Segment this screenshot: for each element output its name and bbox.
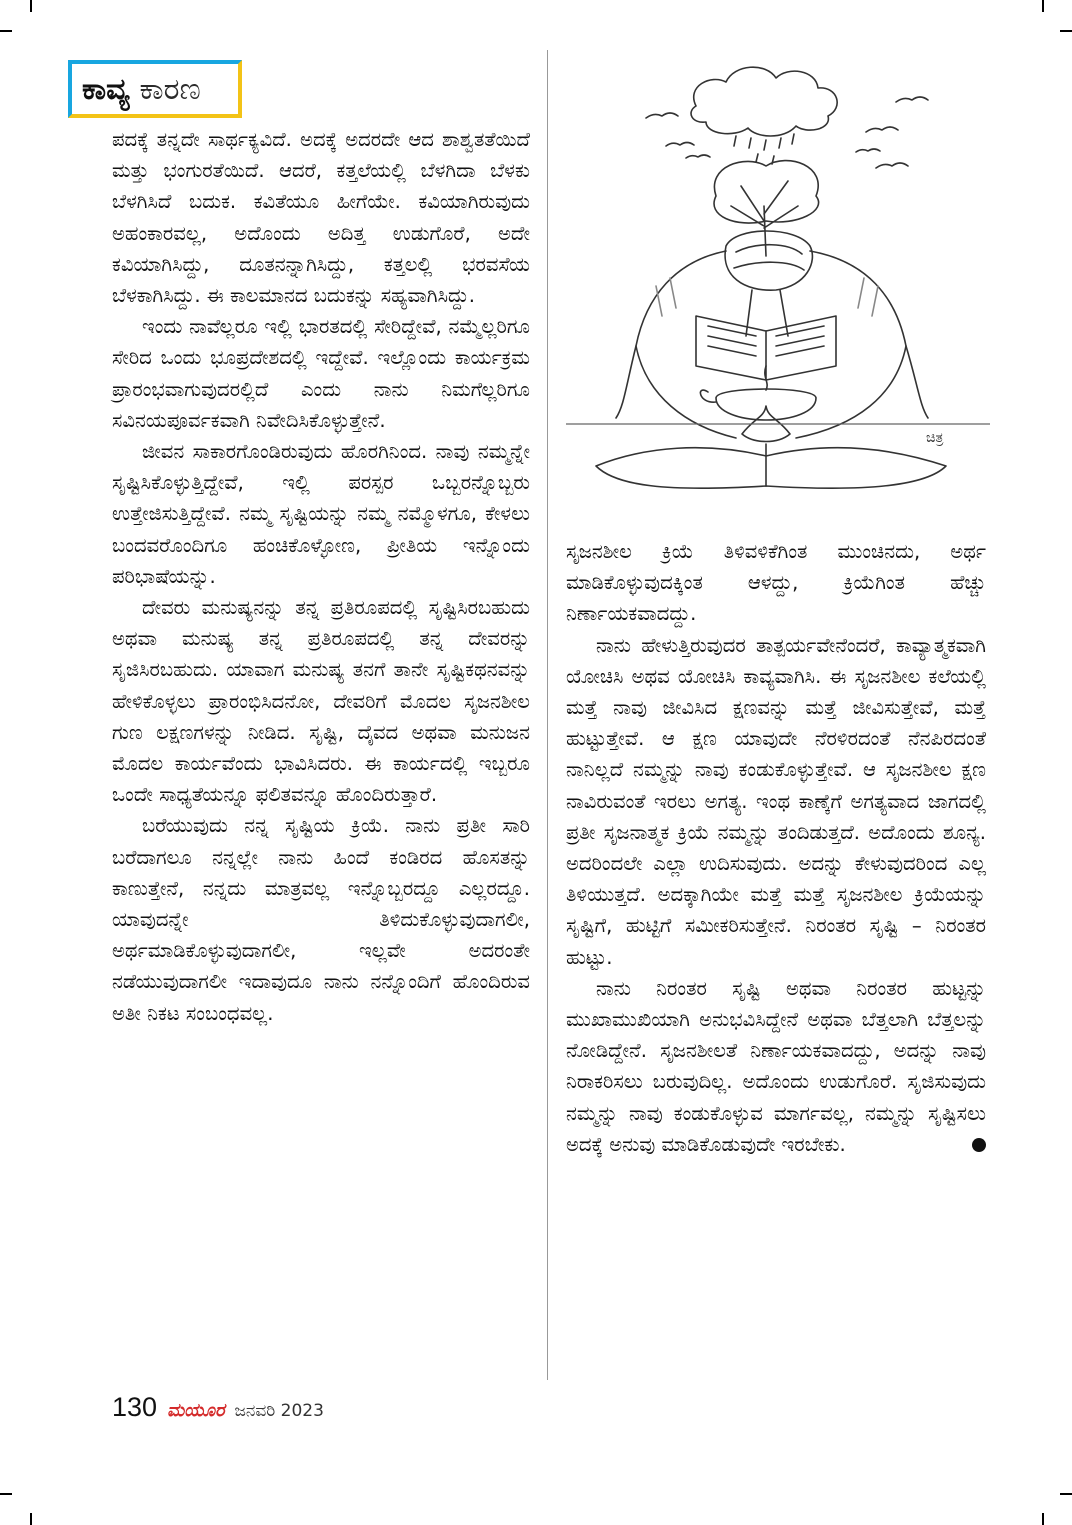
crop-mark [0, 1493, 12, 1495]
issue-date: ಜನವರಿ 2023 [234, 1401, 324, 1421]
magazine-logo: ಮಯೂರ [167, 1400, 225, 1421]
page-number: 130 [112, 1392, 158, 1422]
right-column [566, 536, 986, 1160]
page-footer [112, 1392, 324, 1432]
article-paragraph: ಇಂದು ನಾವೆಲ್ಲರೂ ಇಲ್ಲಿ ಭಾರತದಲ್ಲಿ ಸೇರಿದ್ದೇವೆ, ನಮ್ಮೆಲ್ಲರಿಗೂ ಸೇರಿದ ಒಂದು ಭೂಪ್ರದೇಶದಲ್ಲಿ ಇದ್ದೇವೆ. ಇಲ್ಲೊಂದು ಕಾರ್ಯಕ್ರಮ ಪ್ರಾರಂಭವಾಗುವುದರಲ್ಲಿದೆ ಎಂದು ನಾನು ನಿಮಗೆಲ್ಲರಿಗೂ ಸವಿನಯಪೂರ್ವಕವಾಗಿ ನಿವೇದಿಸಿಕೊಳ್ಳುತ್ತೇನೆ. [112, 315, 530, 432]
article-paragraph: ಬರೆಯುವುದು ನನ್ನ ಸೃಷ್ಟಿಯ ಕ್ರಿಯೆ. ನಾನು ಪ್ರತೀ ಸಾರಿ ಬರೆದಾಗಲೂ ನನ್ನಲ್ಲೇ ನಾನು ಹಿಂದೆ ಕಂಡಿರದ ಹೊಸತನ್ನು ಕಾಣುತ್ತೇನೆ, ನನ್ನದು ಮಾತ್ರವಲ್ಲ ಇನ್ನೊಬ್ಬರದ್ದೂ ಎಲ್ಲರದ್ದೂ. ಯಾವುದನ್ನೇ ತಿಳಿದುಕೊಳ್ಳುವುದಾಗಲೀ, ಅರ್ಥಮಾಡಿಕೊಳ್ಳುವುದಾಗಲೀ, ಇಲ್ಲವೇ ಅದರಂತೇ ನಡೆಯುವುದಾಗಲೀ ಇದಾವುದೂ ನಾನು ನನ್ನೊಂದಿಗೆ ಹೊಂದಿರುವ ಅತೀ ನಿಕಟ ಸಂಬಂಧವಲ್ಲ. [112, 814, 530, 1025]
section-badge-word2: ಕಾರಣ [139, 71, 201, 107]
column-divider [547, 50, 548, 1380]
crop-mark [30, 0, 32, 12]
article-paragraph: ಪದಕ್ಕೆ ತನ್ನದೇ ಸಾರ್ಥಕ್ಯವಿದೆ. ಅದಕ್ಕೆ ಅದರದೇ ಆದ ಶಾಶ್ವತತೆಯಿದೆ ಮತ್ತು ಭಂಗುರತೆಯಿದೆ. ಆದರೆ, ಕತ್ತಲೆಯಲ್ಲಿ ಬೆಳಗಿದಾ ಬೆಳಕು ಬೆಳಗಿಸಿದೆ ಬದುಕ. ಕವಿತೆಯೂ ಹೀಗೆಯೇ. ಕವಿಯಾಗಿರುವುದು ಅಹಂಕಾರವಲ್ಲ, ಅದೊಂದು ಅದಿತ್ತ ಉಡುಗೊರೆ, ಅದೇ ಕವಿಯಾಗಿಸಿದ್ದು, ದೂತನನ್ನಾಗಿಸಿದ್ದು, ಕತ್ತಲಲ್ಲಿ ಭರವಸೆಯ ಬೆಳಕಾಗಿಸಿದ್ದು. ಈ ಕಾಲಮಾನದ ಬದುಕನ್ನು ಸಹ್ಯವಾಗಿಸಿದ್ದು. [112, 128, 530, 308]
crop-mark [1060, 1493, 1072, 1495]
section-badge-word1: ಕಾವ್ಯ [82, 71, 130, 107]
article-paragraph: ಸೃಜನಶೀಲ ಕ್ರಿಯೆ ತಿಳಿವಳಿಕೆಗಿಂತ ಮುಂಚಿನದು, ಅರ್ಥ ಮಾಡಿಕೊಳ್ಳುವುದಕ್ಕಿಂತ ಆಳದ್ದು, ಕ್ರಿಯೆಗಿಂತ ಹೆಚ್ಚು ನಿರ್ಣಾಯಕವಾದದ್ದು. [566, 540, 986, 626]
article-paragraph: ನಾನು ನಿರಂತರ ಸೃಷ್ಟಿ ಅಥವಾ ನಿರಂತರ ಹುಟ್ಟನ್ನು ಮುಖಾಮುಖಿಯಾಗಿ ಅನುಭವಿಸಿದ್ದೇನೆ ಅಥವಾ ಬೆತ್ತಲಾಗಿ ಬೆತ್ತಲನ್ನು ನೋಡಿದ್ದೇನೆ. ಸೃಜನಶೀಲತೆ ನಿರ್ಣಾಯಕವಾದದ್ದು, ಅದನ್ನು ನಾವು ನಿರಾಕರಿಸಲು ಬರುವುದಿಲ್ಲ. ಅದೊಂದು ಉಡುಗೊರೆ. ಸೃಜಿಸುವುದು ನಮ್ಮನ್ನು ನಾವು ಕಂಡುಕೊಳ್ಳುವ ಮಾರ್ಗವಲ್ಲ, ನಮ್ಮನ್ನು ಸೃಷ್ಟಿಸಲು ಅದಕ್ಕೆ ಅನುವು ಮಾಡಿಕೊಡುವುದೇ ಇರಬೇಕು. [566, 976, 986, 1156]
illustration-signature: ಚಿತ್ರ [926, 430, 944, 446]
crop-mark [1060, 30, 1072, 32]
crop-mark [0, 30, 12, 32]
crop-mark [1042, 0, 1044, 12]
left-column [112, 124, 530, 1029]
crop-mark [1042, 1513, 1044, 1525]
end-of-article-dot [972, 1138, 986, 1152]
article-paragraph: ದೇವರು ಮನುಷ್ಯನನ್ನು ತನ್ನ ಪ್ರತಿರೂಪದಲ್ಲಿ ಸೃಷ್ಟಿಸಿರಬಹುದು ಅಥವಾ ಮನುಷ್ಯ ತನ್ನ ಪ್ರತಿರೂಪದಲ್ಲಿ ತನ್ನ ದೇವರನ್ನು ಸೃಜಿಸಿರಬಹುದು. ಯಾವಾಗ ಮನುಷ್ಯ ತನಗೆ ತಾನೇ ಸೃಷ್ಟಿಕಥನವನ್ನು ಹೇಳಿಕೊಳ್ಳಲು ಪ್ರಾರಂಭಿಸಿದನೋ, ದೇವರಿಗೆ ಮೊದಲ ಸೃಜನಶೀಲ ಗುಣ ಲಕ್ಷಣಗಳನ್ನು ನೀಡಿದ. ಸೃಷ್ಟಿ, ದೈವದ ಅಥವಾ ಮನುಜನ ಮೊದಲ ಕಾರ್ಯವೆಂದು ಭಾವಿಸಿದರು. ಈ ಕಾರ್ಯದಲ್ಲಿ ಇಬ್ಬರೂ ಒಂದೇ ಸಾಧ್ಯತೆಯನ್ನೂ ಫಲಿತವನ್ನೂ ಹೊಂದಿರುತ್ತಾರೆ. [112, 596, 530, 807]
article-paragraph: ನಾನು ಹೇಳುತ್ತಿರುವುದರ ತಾತ್ಪರ್ಯವೇನೆಂದರೆ, ಕಾವ್ಯಾತ್ಮಕವಾಗಿ ಯೋಚಿಸಿ ಅಥವ ಯೋಚಿಸಿ ಕಾವ್ಯವಾಗಿಸಿ. ಈ ಸೃಜನಶೀಲ ಕಲೆಯಲ್ಲಿ ಮತ್ತೆ ನಾವು ಜೀವಿಸಿದ ಕ್ಷಣವನ್ನು ಮತ್ತೆ ಜೀವಿಸುತ್ತೇವೆ, ಮತ್ತೆ ಹುಟ್ಟುತ್ತೇವೆ. ಆ ಕ್ಷಣ ಯಾವುದೇ ನೆರಳಿರದಂತೆ ನೆನಪಿರದಂತೆ ನಾನಿಲ್ಲದೆ ನಮ್ಮನ್ನು ನಾವು ಕಂಡುಕೊಳ್ಳುತ್ತೇವೆ. ಆ ಸೃಜನಶೀಲ ಕ್ಷಣ ನಾವಿರುವಂತೆ ಇರಲು ಅಗತ್ಯ. ಇಂಥ ಕಾಣ್ಕೆಗೆ ಅಗತ್ಯವಾದ ಜಾಗದಲ್ಲಿ ಪ್ರತೀ ಸೃಜನಾತ್ಮಕ ಕ್ರಿಯೆ ನಮ್ಮನ್ನು ತಂದಿಡುತ್ತದೆ. ಅದೊಂದು ಶೂನ್ಯ. ಅದರಿಂದಲೇ ಎಲ್ಲಾ ಉದಿಸುವುದು. ಅದನ್ನು ಕೇಳುವುದರಿಂದ ಎಲ್ಲ ತಿಳಿಯುತ್ತದೆ. ಅದಕ್ಕಾಗಿಯೇ ಮತ್ತೆ ಮತ್ತೆ ಸೃಜನಶೀಲ ಕ್ರಿಯೆಯನ್ನು ಸೃಷ್ಟಿಗೆ, ಹುಟ್ಟಿಗೆ ಸಮೀಕರಿಸುತ್ತೇನೆ. ನಿರಂತರ ಸೃಷ್ಟಿ – ನಿರಂತರ ಹುಟ್ಟು. [566, 633, 986, 969]
meditating-figure-illustration [566, 46, 990, 518]
crop-mark [30, 1513, 32, 1525]
article-paragraph: ಜೀವನ ಸಾಕಾರಗೊಂಡಿರುವುದು ಹೊರಗಿನಿಂದ. ನಾವು ನಮ್ಮನ್ನೇ ಸೃಷ್ಟಿಸಿಕೊಳ್ಳುತ್ತಿದ್ದೇವೆ, ಇಲ್ಲಿ ಪರಸ್ಪರ ಒಬ್ಬರನ್ನೊಬ್ಬರು ಉತ್ತೇಜಿಸುತ್ತಿದ್ದೇವೆ. ನಮ್ಮ ಸೃಷ್ಟಿಯನ್ನು ನಮ್ಮ ನಮ್ಮೊಳಗೂ, ಕೇಳಲು ಬಂದವರೊಂದಿಗೂ ಹಂಚಿಕೊಳ್ಳೋಣ, ಪ್ರೀತಿಯ ಇನ್ನೊಂದು ಪರಿಭಾಷೆಯನ್ನು. [112, 440, 530, 588]
section-badge [68, 60, 242, 118]
